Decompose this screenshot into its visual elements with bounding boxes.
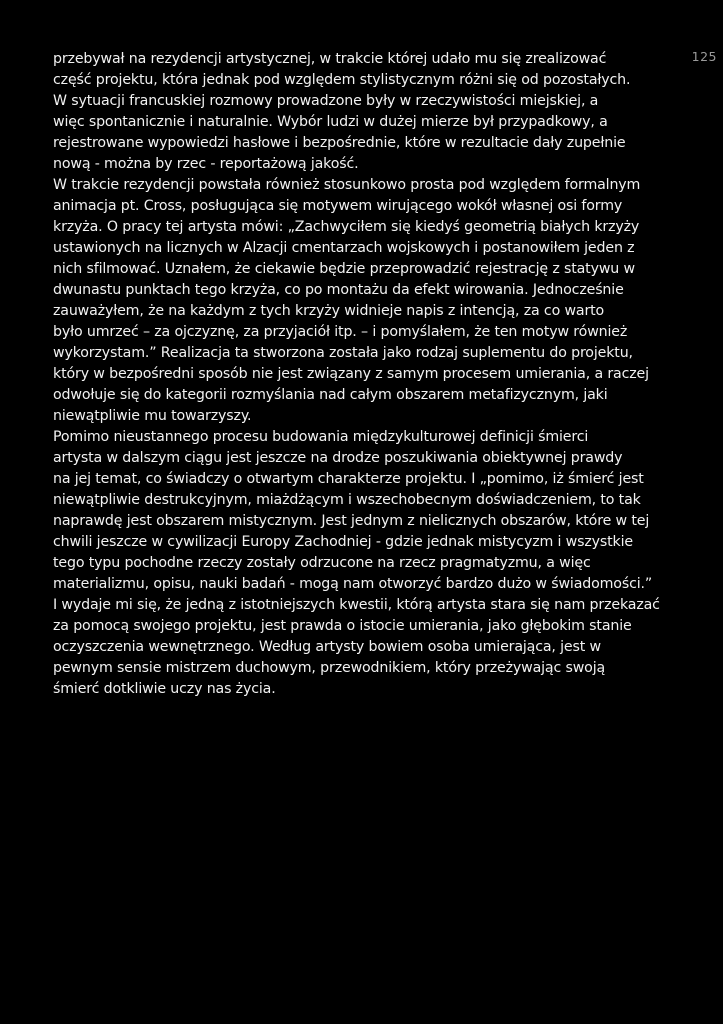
text-line: rejestrowane wypowiedzi hasłowe i bezpośrednie, które w rezultacie dały zupełnie [53,135,626,151]
text-line: I wydaje mi się, że jedną z istotniejszych kwestii, którą artysta stara się nam przekazać [53,597,660,613]
text-line: niewątpliwie mu towarzyszy. [53,408,252,424]
text-line: wykorzystam.” Realizacja ta stworzona została jako rodzaj suplementu do projektu, [53,345,633,361]
text-line: oczyszczenia wewnętrznego. Według artysty bowiem osoba umierająca, jest w [53,639,601,655]
text-line: naprawdę jest obszarem mistycznym. Jest jednym z nielicznych obszarów, które w tej [53,513,650,529]
text-line: więc spontanicznie i naturalnie. Wybór ludzi w dużej mierze był przypadkowy, a [53,114,608,130]
text-line: część projektu, która jednak pod względem stylistycznym różni się od pozostałych. [53,72,631,88]
text-line: ustawionych na licznych w Alzacji cmentarzach wojskowych i postanowiłem jeden z [53,240,635,256]
text-line: chwili jeszcze w cywilizacji Europy Zachodniej - gdzie jednak mistycyzm i wszystkie [53,534,633,550]
text-line: przebywał na rezydencji artystycznej, w trakcie której udało mu się zrealizować [53,51,607,67]
text-line: odwołuje się do kategorii rozmyślania nad całym obszarem metafizycznym, jaki [53,387,608,403]
text-line: zauważyłem, że na każdym z tych krzyży widnieje napis z intencją, za co warto [53,303,605,319]
text-line: W trakcie rezydencji powstała również stosunkowo prosta pod względem formalnym [53,177,641,193]
text-line: niewątpliwie destrukcyjnym, miażdżącym i wszechobecnym doświadczeniem, to tak [53,492,641,508]
text-line: materializmu, opisu, nauki badań - mogą nam otworzyć bardzo dużo w świadomości.” [53,576,653,592]
text-line: było umrzeć – za ojczyznę, za przyjaciół itp. – i pomyślałem, że ten motyw również [53,324,628,340]
text-line: za pomocą swojego projektu, jest prawda o istocie umierania, jako głębokim stanie [53,618,632,634]
text-line: pewnym sensie mistrzem duchowym, przewodnikiem, który przeżywając swoją [53,660,606,676]
text-line: artysta w dalszym ciągu jest jeszcze na drodze poszukiwania obiektywnej prawdy [53,450,623,466]
text-line: który w bezpośredni sposób nie jest związany z samym procesem umierania, a raczej [53,366,649,382]
text-line: krzyża. O pracy tej artysta mówi: „Zachwyciłem się kiedyś geometrią białych krzyży [53,219,640,235]
text-line: śmierć dotkliwie uczy nas życia. [53,681,276,697]
body-text [53,49,693,700]
text-line: animacja pt. Cross, posługująca się motywem wirującego wokół własnej osi formy [53,198,623,214]
text-line: tego typu pochodne rzeczy zostały odrzucone na rzecz pragmatyzmu, a więc [53,555,591,571]
text-line: W sytuacji francuskiej rozmowy prowadzone były w rzeczywistości miejskiej, a [53,93,599,109]
page-number: 125 [691,49,717,64]
text-line: na jej temat, co świadczy o otwartym charakterze projektu. I „pomimo, iż śmierć jest [53,471,644,487]
text-line: dwunastu punktach tego krzyża, co po montażu da efekt wirowania. Jednocześnie [53,282,624,298]
text-line: nową - można by rzec - reportażową jakość. [53,156,359,172]
text-line: nich sfilmować. Uznałem, że ciekawie będzie przeprowadzić rejestrację z statywu w [53,261,635,277]
text-line: Pomimo nieustannego procesu budowania międzykulturowej definicji śmierci [53,429,589,445]
